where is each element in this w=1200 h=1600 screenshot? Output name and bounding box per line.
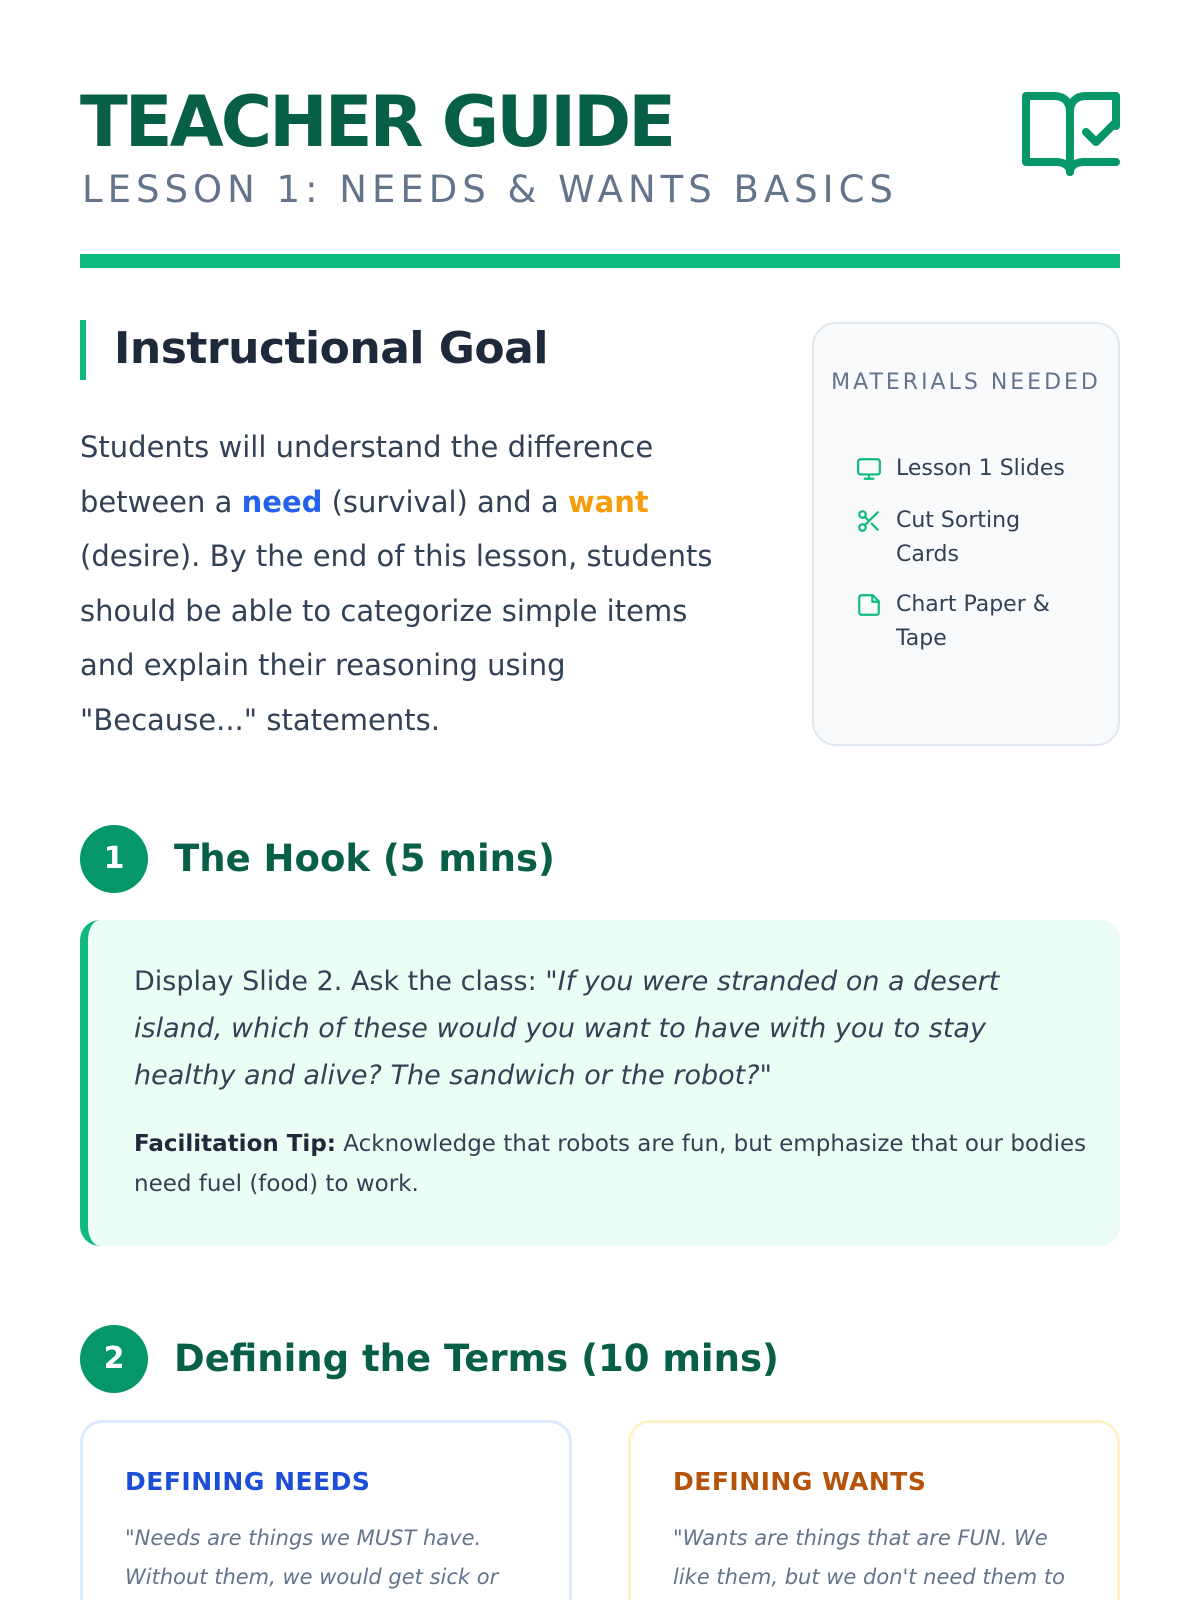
goal-text-part: Students will understand the difference between a — [80, 430, 654, 519]
page-header — [80, 80, 1120, 270]
instructional-goal-text — [80, 420, 740, 747]
goal-text-part: (survival) and a — [322, 484, 568, 519]
step-number-badge: 1 — [80, 825, 148, 893]
sticky-note-icon — [856, 592, 882, 618]
hook-callout — [80, 920, 1120, 1246]
scissors-icon — [856, 508, 882, 534]
material-item — [856, 504, 1076, 572]
lesson-subtitle: LESSON 1: NEEDS & WANTS BASICS — [82, 168, 898, 211]
hook-intro: Display Slide 2. Ask the class: — [134, 966, 546, 997]
defining-needs-card — [80, 1420, 572, 1600]
instructional-goal-heading: Instructional Goal — [80, 320, 548, 380]
page-title: TEACHER GUIDE — [80, 81, 674, 163]
defining-needs-title: DEFINING NEEDS — [125, 1467, 371, 1496]
material-label: Cut Sorting Cards — [896, 508, 1021, 567]
want-keyword: want — [567, 484, 649, 519]
materials-title: MATERIALS NEEDED — [831, 370, 1101, 395]
monitor-icon — [856, 456, 882, 482]
step-title: The Hook (5 mins) — [174, 837, 555, 880]
material-label: Lesson 1 Slides — [896, 456, 1065, 481]
facilitation-tip-label: Facilitation Tip: — [134, 1131, 336, 1157]
facilitation-tip-text: Acknowledge that robots are fun, but emphasize that our bodies need fuel (food) to work. — [134, 1131, 1087, 1197]
defining-wants-title: DEFINING WANTS — [673, 1467, 927, 1496]
need-keyword: need — [241, 484, 323, 519]
defining-wants-quote: "Wants are things that are FUN. We like them, but we don't need them to — [673, 1526, 1066, 1589]
materials-card — [812, 322, 1120, 746]
step-number-badge: 2 — [80, 1325, 148, 1393]
material-item — [856, 452, 1076, 486]
step-title: Defining the Terms (10 mins) — [174, 1337, 779, 1380]
header-divider — [80, 254, 1120, 268]
goal-text-part: (desire). By the end of this lesson, students should be able to categorize simple items and explain their reasoning using "Because..." statements. — [80, 539, 713, 737]
material-label: Chart Paper & Tape — [896, 592, 1050, 651]
hook-question-quote: "If you were stranded on a desert island, which of these would you want to have with you to stay healthy and alive? The sandwich or the robot?" — [134, 966, 1000, 1091]
defining-needs-quote: "Needs are things we MUST have. Without them, we would get sick or — [125, 1526, 499, 1589]
hook-instructions — [134, 958, 1094, 1099]
open-book-check-icon — [1020, 88, 1124, 180]
defining-wants-card — [628, 1420, 1120, 1600]
material-item — [856, 588, 1076, 656]
facilitation-tip — [134, 1124, 1094, 1204]
